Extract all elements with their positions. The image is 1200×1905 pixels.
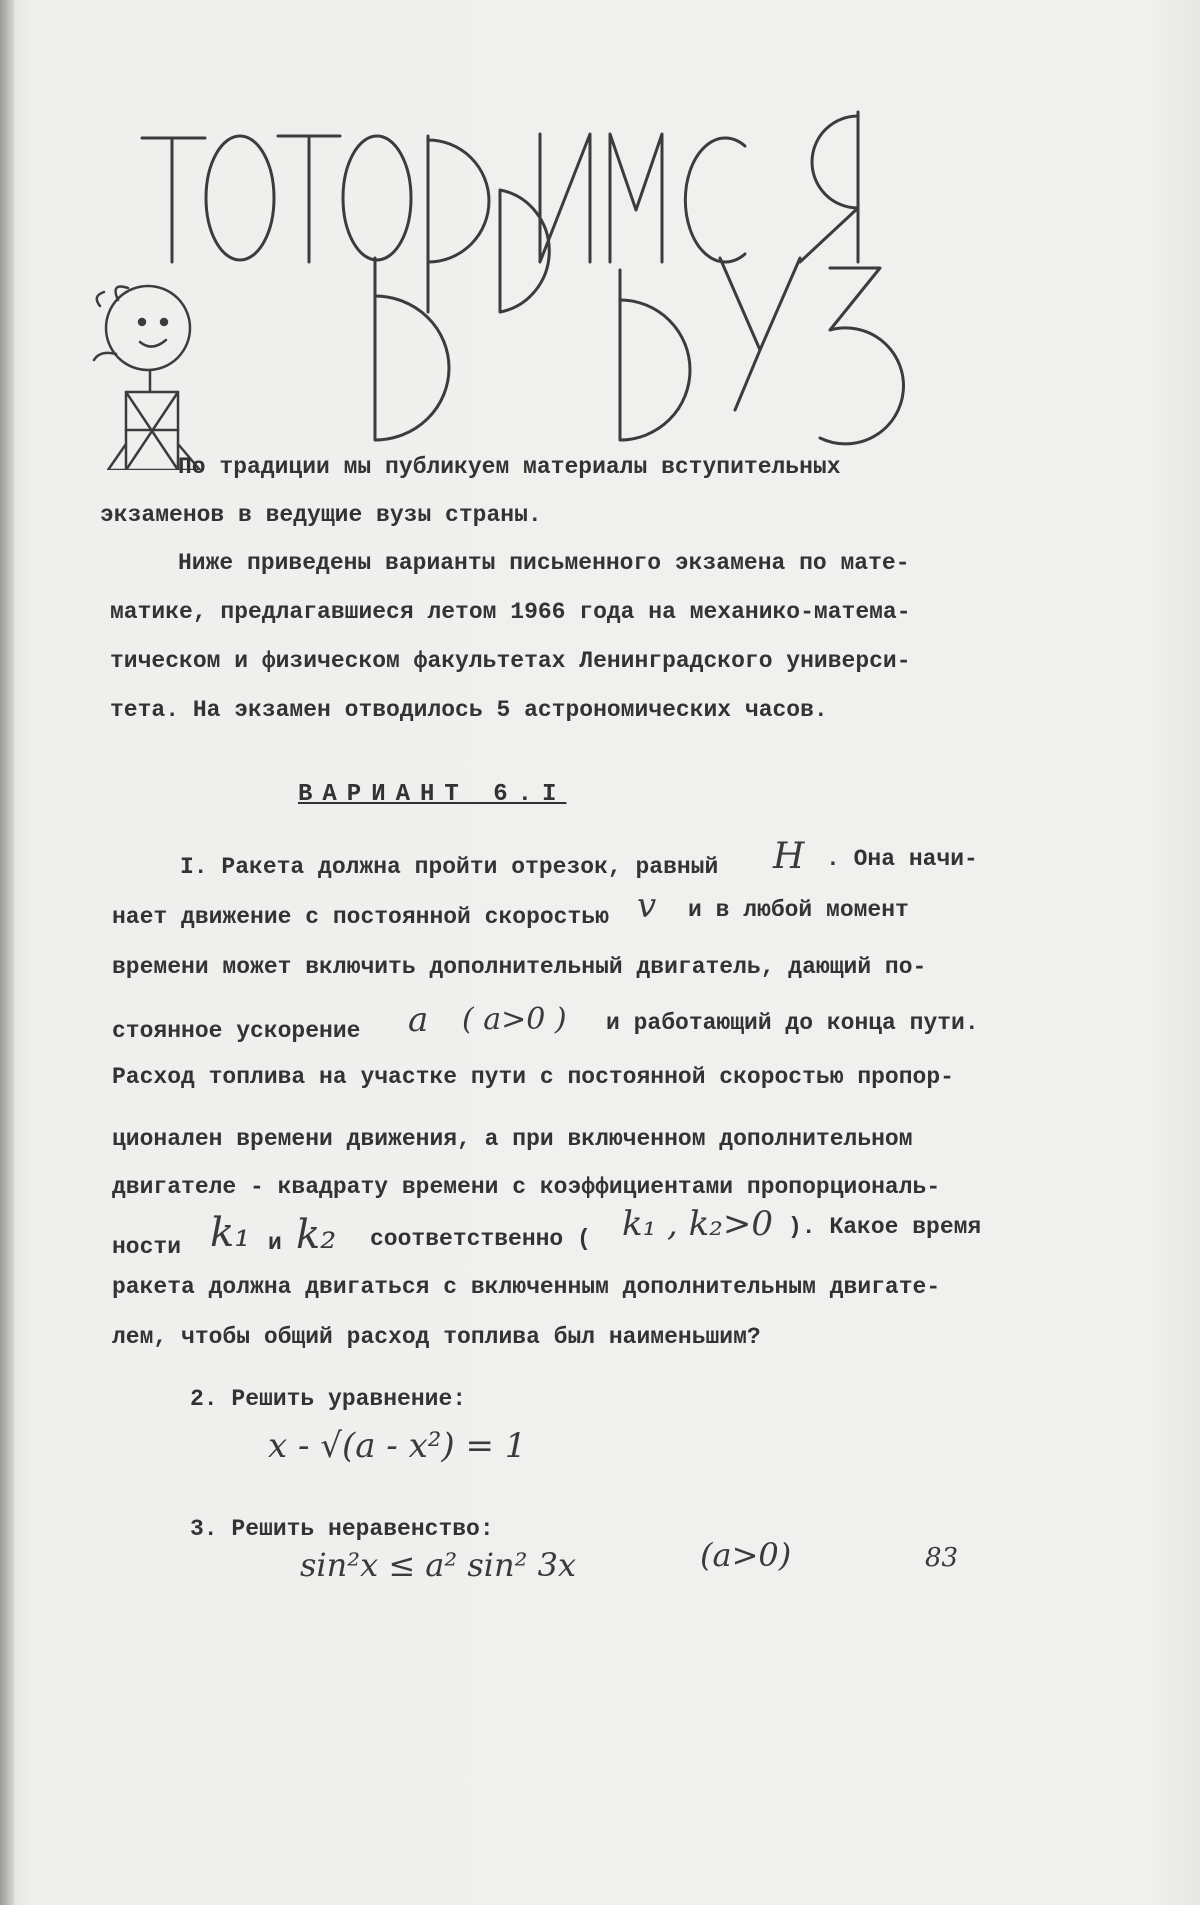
problem1-line8a: ности (112, 1234, 182, 1260)
intro-p1-line1: По традиции мы публикуем материалы вступительных (178, 454, 841, 480)
problem1-condition-a: ( a>0 ) (462, 1002, 567, 1037)
problem1-var-k2: k₂ (296, 1212, 337, 1258)
problem1-var-H: H (773, 836, 805, 877)
problem1-line5: Расход топлива на участке пути с постоянной скоростью пропор- (112, 1064, 954, 1090)
problem1-line7: двигателе - квадрату времени с коэффициентами пропорциональ- (112, 1174, 941, 1200)
problem1-line6: ционален времени движения, а при включенном дополнительном (112, 1126, 913, 1152)
intro-p2-line1: Ниже приведены варианты письменного экзамена по мате- (178, 550, 910, 576)
problem3-label: 3. Решить неравенство: (190, 1516, 494, 1542)
problem2-equation: x - √(a - x²) = 1 (268, 1426, 527, 1466)
intro-p1-line2: экзаменов в ведущие вузы страны. (100, 502, 542, 528)
problem1-line2b: и в любой момент (688, 897, 909, 923)
problem1-condition-k: k₁ , k₂>0 (622, 1204, 774, 1244)
problem3-condition: (a>0) (700, 1536, 792, 1574)
problem2-label: 2. Решить уравнение: (190, 1386, 467, 1412)
page-number: 83 (925, 1543, 959, 1573)
header-title-art (0, 0, 1200, 470)
intro-p2-line2: матике, предлагавшиеся летом 1966 года на механико-матема- (110, 599, 911, 625)
intro-p2-line4: тета. На экзамен отводилось 5 астрономических часов. (110, 697, 828, 723)
problem3-inequality: sin²x ≤ a² sin² 3x (300, 1546, 577, 1584)
problem1-var-a: a (408, 1000, 429, 1040)
problem1-line9: ракета должна двигаться с включенным дополнительным двигате- (112, 1274, 941, 1300)
problem1-and: и (268, 1230, 282, 1256)
problem1-line8b: соответственно ( (370, 1226, 591, 1252)
doodle-figure (94, 286, 200, 470)
intro-p2-line3: тическом и физическом факультетах Ленинградского универси- (110, 648, 911, 674)
problem1-line3: времени может включить дополнительный двигатель, дающий по- (112, 954, 927, 980)
header-lettering-svg (0, 0, 1200, 470)
problem1-line2a: нает движение с постоянной скоростью (112, 904, 609, 930)
problem1-line10: лем, чтобы общий расход топлива был наименьшим? (112, 1324, 761, 1350)
problem1-line1a: I. Ракета должна пройти отрезок, равный (180, 854, 719, 880)
problem1-line4b: и работающий до конца пути. (606, 1010, 979, 1036)
problem1-var-k1: k₁ (210, 1210, 251, 1256)
problem1-line4a: стоянное ускорение (112, 1018, 361, 1044)
problem1-var-v: v (637, 886, 657, 926)
variant-title: ВАРИАНТ 6.I (298, 781, 567, 808)
problem1-line1b: . Она начи- (826, 846, 978, 872)
problem1-line8c: ). Какое время (788, 1214, 982, 1240)
